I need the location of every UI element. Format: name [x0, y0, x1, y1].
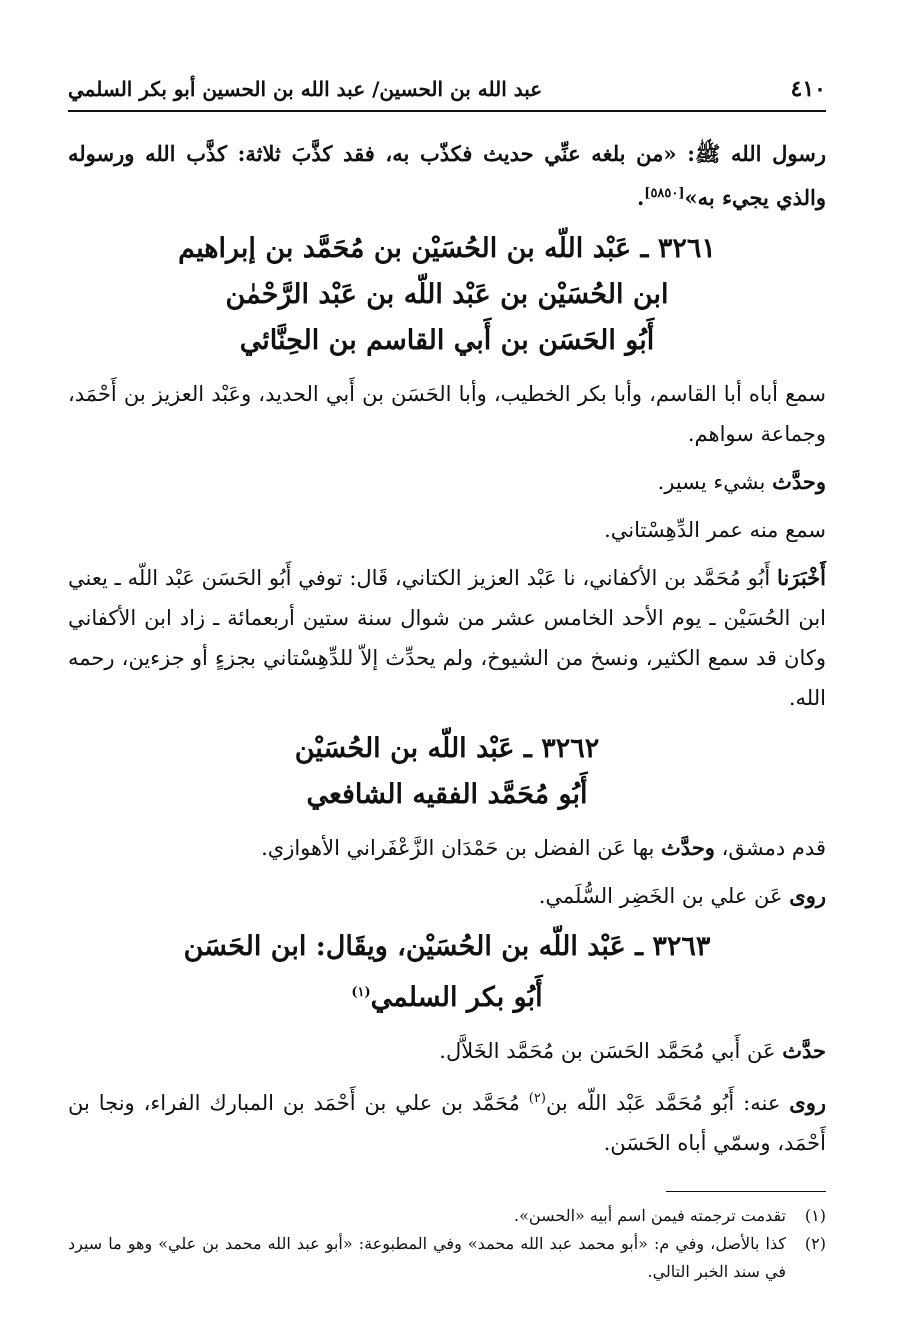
entry-3261-paragraph: أَخْبَرَنا أَبُو مُحَمَّد بن الأكفاني، نا عَبْد العزيز الكتاني، قَال: توفي أَبُو الحَسَن عَبْد اللّه ـ يعني ابن الحُسَيْن ـ يوم الأحد الخامس عشر من شوال سنة ستين أربعمائة ـ زاد ابن الأكفاني وكان قد سمع الكثير، ونسخ من الشيوخ، ولم يحدِّث إلاّ للدِّهِسْتاني بجزءٍ أو جزءين، رحمه الله.	[68, 565, 826, 710]
footnote-number: (١)	[804, 1206, 826, 1225]
keyword: روى	[789, 883, 826, 908]
keyword: وحدَّث	[661, 835, 715, 860]
entry-3263-paragraph: حدَّث عَن أَبي مُحَمَّد الحَسَن بن مُحَمَّد الخَلاَّل.	[439, 1038, 826, 1063]
entry-3261-title-line-1: ٣٢٦١ ـ عَبْد اللّه بن الحُسَيْن بن مُحَمَّد بن إبراهيم	[178, 233, 716, 264]
footnote-text: كذا بالأصل، وفي م: «أبو محمد عبد الله محمد» وفي المطبوعة: «أبو عبد الله محمد بن علي» وهو ما سيرد في سند الخبر التالي.	[68, 1234, 786, 1281]
running-title: عبد الله بن الحسين/ عبد الله بن الحسين أبو بكر السلمي	[68, 77, 543, 101]
entry-3262-title-line-1: ٣٢٦٢ ـ عَبْد اللّه بن الحُسَيْن	[294, 733, 600, 764]
intro-paragraph: رسول الله ﷺ: «من بلغه عنِّي حديث فكذّب به، فقد كذَّبَ ثلاثة: كذَّب الله ورسوله والذي يجيء به»[٥٨٥٠].	[68, 141, 826, 210]
entry-3261-title-line-3: أَبُو الحَسَن بن أَبي القاسم بن الحِنَّائي	[239, 325, 655, 356]
footnote-number: (٢)	[804, 1234, 826, 1253]
footnote-marker: (١)	[351, 985, 371, 1000]
entry-3262-paragraph: قدم دمشق، وحدَّث بها عَن الفضل بن حَمْدَان الزَّعْفَراني الأهوازي.	[261, 835, 826, 860]
keyword: أَخْبَرَنا	[777, 565, 826, 590]
entry-3261-paragraph: سمع منه عمر الدِّهِسْتاني.	[604, 518, 826, 542]
entry-3263-title	[68, 924, 826, 1021]
footnote-divider	[666, 1191, 826, 1192]
entry-3263-title-line-1: ٣٢٦٣ ـ عَبْد اللّه بن الحُسَيْن، ويقَال: ابن الحَسَن	[183, 931, 711, 962]
entry-3263-paragraph: روى عنه: أَبُو مُحَمَّد عَبْد اللّه بن$^{(٢)}$ مُحَمَّد بن علي بن أَحْمَد بن المبارك الفراء، ونجا بن أَحْمَد، وسمّي أباه الحَسَن.	[68, 1090, 826, 1155]
entry-3262-title-line-2: أَبُو مُحَمَّد الفقيه الشافعي	[306, 779, 588, 810]
entry-3262-paragraph: روى عَن علي بن الخَضِر السُّلَمي.	[538, 883, 826, 908]
footnote-text: تقدمت ترجمته فيمن اسم أبيه «الحسن».	[514, 1206, 786, 1225]
page-number: ٤١٠	[790, 76, 826, 102]
entry-3263-title-line-2: أَبُو بكر السلمي$^{(١)}$	[351, 982, 543, 1013]
entry-3261-paragraph: سمع أباه أبا القاسم، وأبا بكر الخطيب، وأبا الحَسَن بن أَبي الحديد، وعَبْد العزيز بن أَحْمَد، وجماعة سواهم.	[68, 382, 826, 446]
keyword: روى	[789, 1090, 826, 1115]
entry-3262-title	[68, 726, 826, 818]
footnote	[68, 1230, 826, 1286]
page-header	[68, 76, 826, 112]
entry-3261-title-line-2: ابن الحُسَيْن بن عَبْد اللّه بن عَبْد الرَّحْمٰن	[225, 279, 669, 310]
entry-3261-title	[68, 226, 826, 364]
intro-reference: [٥٨٥٠]	[644, 186, 685, 201]
entry-3261-paragraph: وحدَّث بشيء يسير.	[657, 469, 826, 494]
keyword: وحدَّث	[772, 469, 826, 494]
footnote-marker: (٢)	[528, 1091, 546, 1106]
intro-text: رسول الله ﷺ: «من بلغه عنِّي حديث فكذّب به، فقد كذَّبَ ثلاثة: كذَّب الله ورسوله والذي يجيء به»	[68, 141, 826, 210]
keyword: حدَّث	[782, 1038, 826, 1063]
footnote	[68, 1202, 826, 1230]
